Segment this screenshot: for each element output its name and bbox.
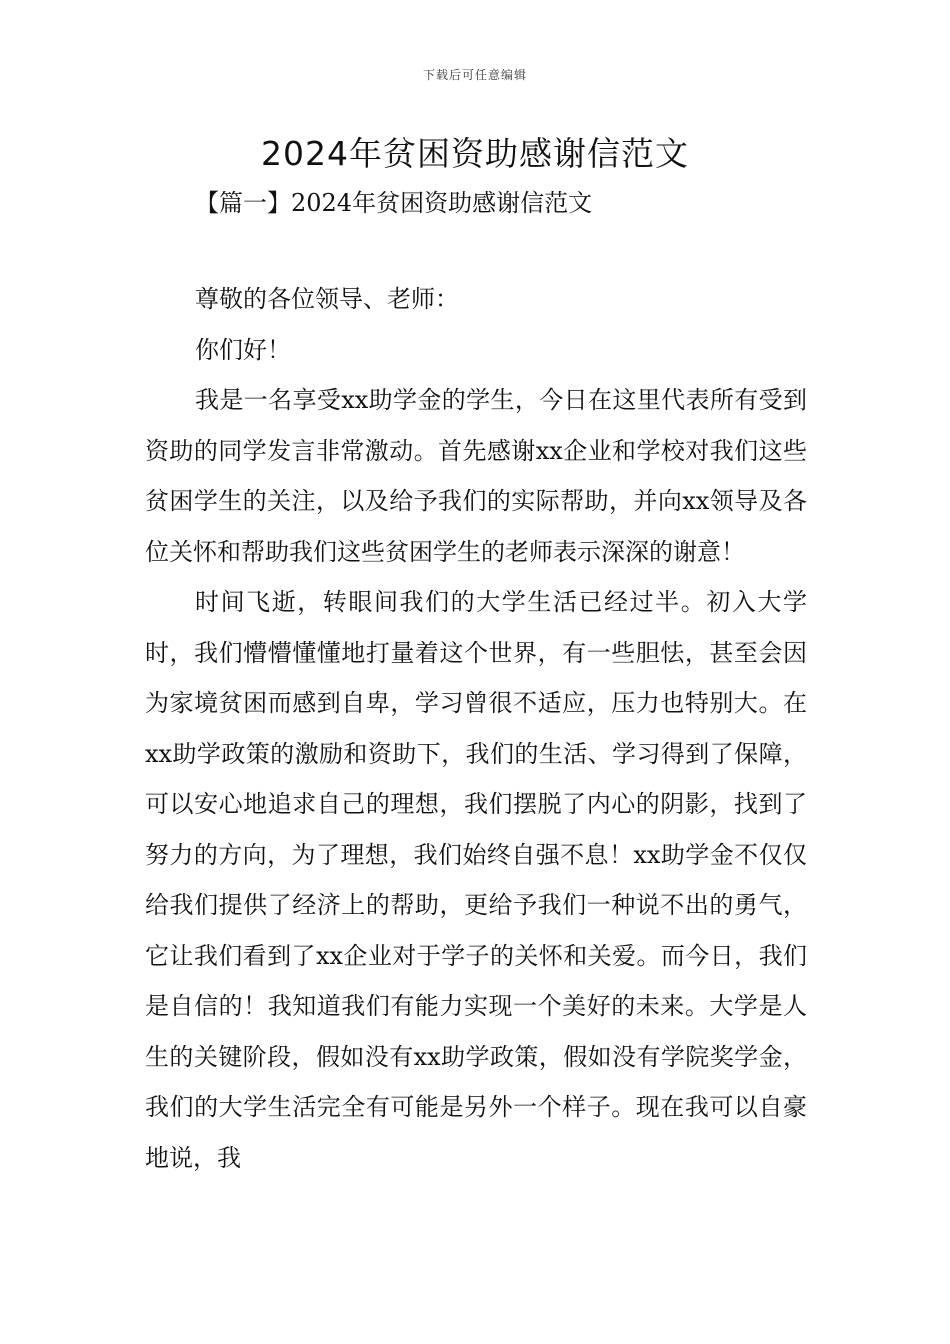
document-title: 2024年贫困资助感谢信范文 (261, 134, 689, 173)
paragraph: 我是一名享受xx助学金的学生，今日在这里代表所有受到资助的同学发言非常激动。首先感谢xx企业和学校对我们这些贫困学生的关注，以及给予我们的实际帮助，并向xx领导及各位关怀和帮助我们这些贫困学生的老师表示深深的谢意！ (145, 386, 807, 566)
salutation: 尊敬的各位领导、老师： (195, 285, 459, 313)
paragraph: 时间飞逝，转眼间我们的大学生活已经过半。初入大学时，我们懵懵懂懂地打量着这个世界，有一些胆怯，甚至会因为家境贫困而感到自卑，学习曾很不适应，压力也特别大。在xx助学政策的激励和资助下，我们的生活、学习得到了保障，可以安心地追求自己的理想，我们摆脱了内心的阴影，找到了努力的方向，为了理想，我们始终自强不息！xx助学金不仅仅给我们提供了经济上的帮助，更给予我们一种说不出的勇气，它让我们看到了xx企业对于学子的关怀和关爱。而今日，我们是自信的！我知道我们有能力实现一个美好的未来。大学是人生的关键阶段，假如没有xx助学政策，假如没有学院奖学金，我们的大学生活完全有可能是另外一个样子。现在我可以自豪地说，我 (145, 588, 807, 1172)
greeting: 你们好！ (195, 335, 291, 364)
header-note: 下载后可任意编辑 (422, 68, 527, 82)
section-subtitle: 【篇一】2024年贫困资助感谢信范文 (195, 189, 593, 217)
letter-body (145, 274, 807, 1183)
